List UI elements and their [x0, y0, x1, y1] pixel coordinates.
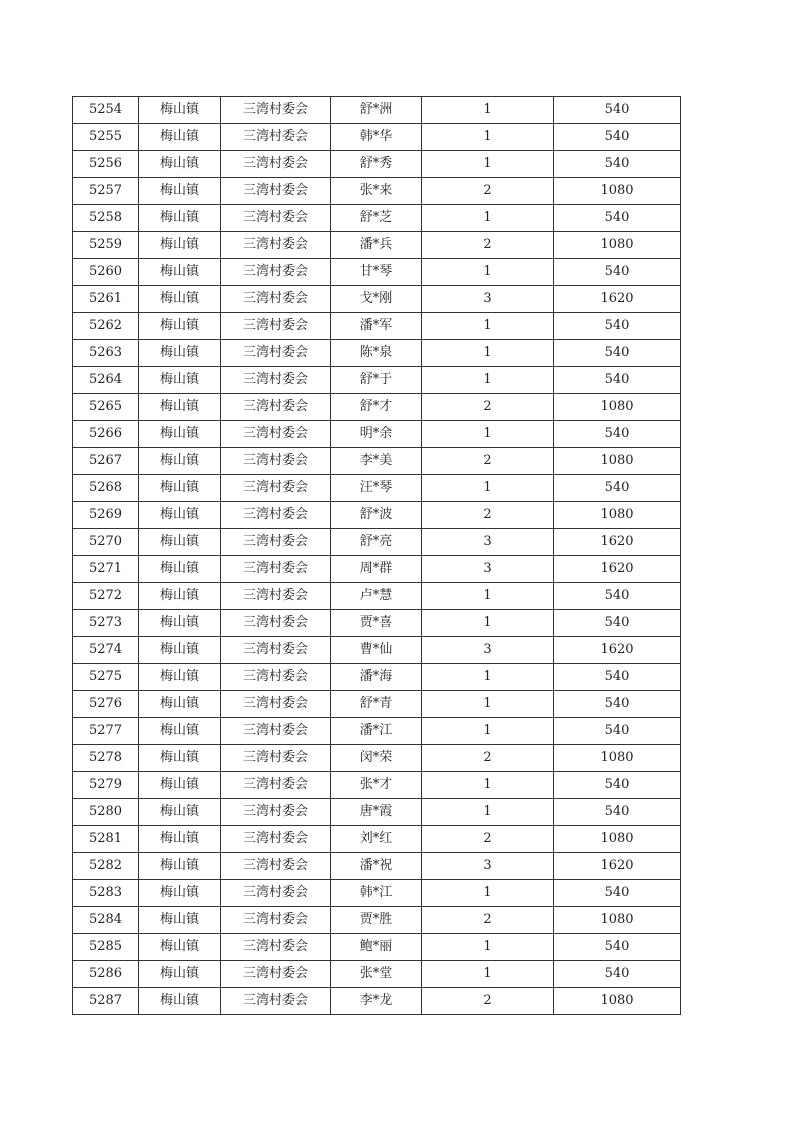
row-id-cell: 5276	[73, 691, 139, 718]
village-cell: 三湾村委会	[221, 610, 331, 637]
town-cell: 梅山镇	[139, 880, 221, 907]
count-cell: 1	[422, 691, 554, 718]
town-cell: 梅山镇	[139, 97, 221, 124]
village-cell: 三湾村委会	[221, 799, 331, 826]
town-cell: 梅山镇	[139, 502, 221, 529]
count-cell: 1	[422, 583, 554, 610]
count-cell: 1	[422, 664, 554, 691]
count-cell: 2	[422, 502, 554, 529]
count-cell: 2	[422, 988, 554, 1015]
amount-cell: 1620	[554, 556, 681, 583]
town-cell: 梅山镇	[139, 556, 221, 583]
count-cell: 1	[422, 205, 554, 232]
table-row	[73, 394, 681, 421]
amount-cell: 540	[554, 313, 681, 340]
row-id-cell: 5260	[73, 259, 139, 286]
town-cell: 梅山镇	[139, 961, 221, 988]
name-cell: 舒*于	[331, 367, 422, 394]
village-cell: 三湾村委会	[221, 205, 331, 232]
village-cell: 三湾村委会	[221, 367, 331, 394]
village-cell: 三湾村委会	[221, 556, 331, 583]
village-cell: 三湾村委会	[221, 961, 331, 988]
table-row	[73, 907, 681, 934]
town-cell: 梅山镇	[139, 772, 221, 799]
village-cell: 三湾村委会	[221, 259, 331, 286]
row-id-cell: 5269	[73, 502, 139, 529]
records-table-body	[73, 97, 681, 1015]
town-cell: 梅山镇	[139, 934, 221, 961]
row-id-cell: 5259	[73, 232, 139, 259]
count-cell: 1	[422, 772, 554, 799]
name-cell: 戈*刚	[331, 286, 422, 313]
row-id-cell: 5284	[73, 907, 139, 934]
village-cell: 三湾村委会	[221, 988, 331, 1015]
row-id-cell: 5270	[73, 529, 139, 556]
village-cell: 三湾村委会	[221, 934, 331, 961]
table-row	[73, 556, 681, 583]
town-cell: 梅山镇	[139, 826, 221, 853]
amount-cell: 540	[554, 961, 681, 988]
amount-cell: 1080	[554, 232, 681, 259]
town-cell: 梅山镇	[139, 178, 221, 205]
row-id-cell: 5262	[73, 313, 139, 340]
table-row	[73, 421, 681, 448]
village-cell: 三湾村委会	[221, 448, 331, 475]
amount-cell: 1080	[554, 745, 681, 772]
village-cell: 三湾村委会	[221, 907, 331, 934]
town-cell: 梅山镇	[139, 799, 221, 826]
row-id-cell: 5273	[73, 610, 139, 637]
count-cell: 1	[422, 151, 554, 178]
town-cell: 梅山镇	[139, 151, 221, 178]
count-cell: 1	[422, 961, 554, 988]
row-id-cell: 5264	[73, 367, 139, 394]
name-cell: 贾*喜	[331, 610, 422, 637]
row-id-cell: 5265	[73, 394, 139, 421]
town-cell: 梅山镇	[139, 421, 221, 448]
village-cell: 三湾村委会	[221, 583, 331, 610]
row-id-cell: 5280	[73, 799, 139, 826]
amount-cell: 540	[554, 421, 681, 448]
town-cell: 梅山镇	[139, 691, 221, 718]
row-id-cell: 5268	[73, 475, 139, 502]
table-row	[73, 691, 681, 718]
amount-cell: 1080	[554, 394, 681, 421]
table-row	[73, 448, 681, 475]
table-row	[73, 151, 681, 178]
table-row	[73, 124, 681, 151]
village-cell: 三湾村委会	[221, 826, 331, 853]
amount-cell: 1080	[554, 988, 681, 1015]
row-id-cell: 5286	[73, 961, 139, 988]
name-cell: 张*堂	[331, 961, 422, 988]
town-cell: 梅山镇	[139, 259, 221, 286]
name-cell: 周*群	[331, 556, 422, 583]
town-cell: 梅山镇	[139, 664, 221, 691]
count-cell: 3	[422, 637, 554, 664]
count-cell: 1	[422, 259, 554, 286]
village-cell: 三湾村委会	[221, 880, 331, 907]
table-row	[73, 880, 681, 907]
amount-cell: 540	[554, 475, 681, 502]
village-cell: 三湾村委会	[221, 97, 331, 124]
count-cell: 3	[422, 853, 554, 880]
count-cell: 1	[422, 880, 554, 907]
table-row	[73, 205, 681, 232]
count-cell: 3	[422, 529, 554, 556]
name-cell: 舒*秀	[331, 151, 422, 178]
village-cell: 三湾村委会	[221, 691, 331, 718]
row-id-cell: 5274	[73, 637, 139, 664]
count-cell: 2	[422, 178, 554, 205]
table-row	[73, 772, 681, 799]
count-cell: 1	[422, 421, 554, 448]
table-row	[73, 637, 681, 664]
village-cell: 三湾村委会	[221, 394, 331, 421]
name-cell: 舒*才	[331, 394, 422, 421]
town-cell: 梅山镇	[139, 988, 221, 1015]
village-cell: 三湾村委会	[221, 124, 331, 151]
amount-cell: 540	[554, 718, 681, 745]
amount-cell: 1620	[554, 637, 681, 664]
town-cell: 梅山镇	[139, 475, 221, 502]
town-cell: 梅山镇	[139, 232, 221, 259]
amount-cell: 540	[554, 259, 681, 286]
count-cell: 1	[422, 475, 554, 502]
count-cell: 2	[422, 745, 554, 772]
name-cell: 潘*祝	[331, 853, 422, 880]
table-row	[73, 610, 681, 637]
count-cell: 2	[422, 232, 554, 259]
table-row	[73, 718, 681, 745]
row-id-cell: 5261	[73, 286, 139, 313]
amount-cell: 540	[554, 799, 681, 826]
name-cell: 汪*琴	[331, 475, 422, 502]
amount-cell: 1620	[554, 853, 681, 880]
amount-cell: 540	[554, 880, 681, 907]
row-id-cell: 5263	[73, 340, 139, 367]
name-cell: 舒*芝	[331, 205, 422, 232]
town-cell: 梅山镇	[139, 853, 221, 880]
table-row	[73, 826, 681, 853]
row-id-cell: 5279	[73, 772, 139, 799]
row-id-cell: 5278	[73, 745, 139, 772]
row-id-cell: 5275	[73, 664, 139, 691]
name-cell: 潘*江	[331, 718, 422, 745]
town-cell: 梅山镇	[139, 745, 221, 772]
amount-cell: 540	[554, 934, 681, 961]
name-cell: 舒*青	[331, 691, 422, 718]
row-id-cell: 5277	[73, 718, 139, 745]
name-cell: 鲍*丽	[331, 934, 422, 961]
count-cell: 3	[422, 556, 554, 583]
name-cell: 闵*荣	[331, 745, 422, 772]
amount-cell: 540	[554, 664, 681, 691]
name-cell: 明*余	[331, 421, 422, 448]
amount-cell: 540	[554, 367, 681, 394]
amount-cell: 540	[554, 340, 681, 367]
amount-cell: 1620	[554, 286, 681, 313]
village-cell: 三湾村委会	[221, 178, 331, 205]
village-cell: 三湾村委会	[221, 637, 331, 664]
count-cell: 2	[422, 394, 554, 421]
name-cell: 贾*胜	[331, 907, 422, 934]
name-cell: 卢*慧	[331, 583, 422, 610]
amount-cell: 540	[554, 772, 681, 799]
table-row	[73, 583, 681, 610]
row-id-cell: 5267	[73, 448, 139, 475]
name-cell: 舒*洲	[331, 97, 422, 124]
table-row	[73, 961, 681, 988]
table-row	[73, 529, 681, 556]
name-cell: 唐*霞	[331, 799, 422, 826]
records-table	[72, 96, 681, 1015]
name-cell: 李*美	[331, 448, 422, 475]
amount-cell: 540	[554, 205, 681, 232]
village-cell: 三湾村委会	[221, 664, 331, 691]
amount-cell: 1620	[554, 529, 681, 556]
row-id-cell: 5287	[73, 988, 139, 1015]
row-id-cell: 5266	[73, 421, 139, 448]
row-id-cell: 5256	[73, 151, 139, 178]
count-cell: 1	[422, 934, 554, 961]
town-cell: 梅山镇	[139, 529, 221, 556]
town-cell: 梅山镇	[139, 448, 221, 475]
count-cell: 3	[422, 286, 554, 313]
amount-cell: 1080	[554, 907, 681, 934]
amount-cell: 540	[554, 151, 681, 178]
table-row	[73, 367, 681, 394]
table-row	[73, 664, 681, 691]
count-cell: 1	[422, 367, 554, 394]
count-cell: 1	[422, 799, 554, 826]
town-cell: 梅山镇	[139, 583, 221, 610]
amount-cell: 1080	[554, 502, 681, 529]
table-row	[73, 502, 681, 529]
count-cell: 1	[422, 340, 554, 367]
town-cell: 梅山镇	[139, 340, 221, 367]
row-id-cell: 5257	[73, 178, 139, 205]
count-cell: 1	[422, 610, 554, 637]
village-cell: 三湾村委会	[221, 745, 331, 772]
town-cell: 梅山镇	[139, 205, 221, 232]
village-cell: 三湾村委会	[221, 151, 331, 178]
amount-cell: 540	[554, 610, 681, 637]
village-cell: 三湾村委会	[221, 286, 331, 313]
village-cell: 三湾村委会	[221, 718, 331, 745]
town-cell: 梅山镇	[139, 718, 221, 745]
village-cell: 三湾村委会	[221, 232, 331, 259]
row-id-cell: 5255	[73, 124, 139, 151]
village-cell: 三湾村委会	[221, 313, 331, 340]
town-cell: 梅山镇	[139, 124, 221, 151]
count-cell: 2	[422, 826, 554, 853]
table-row	[73, 97, 681, 124]
amount-cell: 1080	[554, 178, 681, 205]
table-row	[73, 934, 681, 961]
name-cell: 甘*琴	[331, 259, 422, 286]
count-cell: 1	[422, 124, 554, 151]
count-cell: 1	[422, 313, 554, 340]
name-cell: 李*龙	[331, 988, 422, 1015]
amount-cell: 540	[554, 691, 681, 718]
table-row	[73, 232, 681, 259]
village-cell: 三湾村委会	[221, 421, 331, 448]
town-cell: 梅山镇	[139, 313, 221, 340]
table-row	[73, 799, 681, 826]
amount-cell: 1080	[554, 448, 681, 475]
row-id-cell: 5272	[73, 583, 139, 610]
table-row	[73, 313, 681, 340]
amount-cell: 540	[554, 97, 681, 124]
table-row	[73, 475, 681, 502]
row-id-cell: 5254	[73, 97, 139, 124]
name-cell: 舒*波	[331, 502, 422, 529]
name-cell: 曹*仙	[331, 637, 422, 664]
name-cell: 刘*红	[331, 826, 422, 853]
count-cell: 2	[422, 448, 554, 475]
row-id-cell: 5281	[73, 826, 139, 853]
amount-cell: 540	[554, 124, 681, 151]
name-cell: 韩*江	[331, 880, 422, 907]
row-id-cell: 5283	[73, 880, 139, 907]
count-cell: 1	[422, 718, 554, 745]
town-cell: 梅山镇	[139, 394, 221, 421]
amount-cell: 540	[554, 583, 681, 610]
village-cell: 三湾村委会	[221, 502, 331, 529]
table-row	[73, 286, 681, 313]
name-cell: 潘*兵	[331, 232, 422, 259]
village-cell: 三湾村委会	[221, 475, 331, 502]
table-row	[73, 745, 681, 772]
village-cell: 三湾村委会	[221, 853, 331, 880]
table-row	[73, 178, 681, 205]
count-cell: 1	[422, 97, 554, 124]
village-cell: 三湾村委会	[221, 340, 331, 367]
row-id-cell: 5285	[73, 934, 139, 961]
name-cell: 陈*泉	[331, 340, 422, 367]
table-row	[73, 853, 681, 880]
amount-cell: 1080	[554, 826, 681, 853]
name-cell: 潘*军	[331, 313, 422, 340]
name-cell: 张*来	[331, 178, 422, 205]
name-cell: 张*才	[331, 772, 422, 799]
name-cell: 韩*华	[331, 124, 422, 151]
village-cell: 三湾村委会	[221, 772, 331, 799]
row-id-cell: 5271	[73, 556, 139, 583]
table-row	[73, 340, 681, 367]
town-cell: 梅山镇	[139, 286, 221, 313]
name-cell: 舒*亮	[331, 529, 422, 556]
table-row	[73, 988, 681, 1015]
name-cell: 潘*海	[331, 664, 422, 691]
town-cell: 梅山镇	[139, 610, 221, 637]
town-cell: 梅山镇	[139, 637, 221, 664]
table-row	[73, 259, 681, 286]
count-cell: 2	[422, 907, 554, 934]
row-id-cell: 5258	[73, 205, 139, 232]
town-cell: 梅山镇	[139, 907, 221, 934]
town-cell: 梅山镇	[139, 367, 221, 394]
village-cell: 三湾村委会	[221, 529, 331, 556]
row-id-cell: 5282	[73, 853, 139, 880]
